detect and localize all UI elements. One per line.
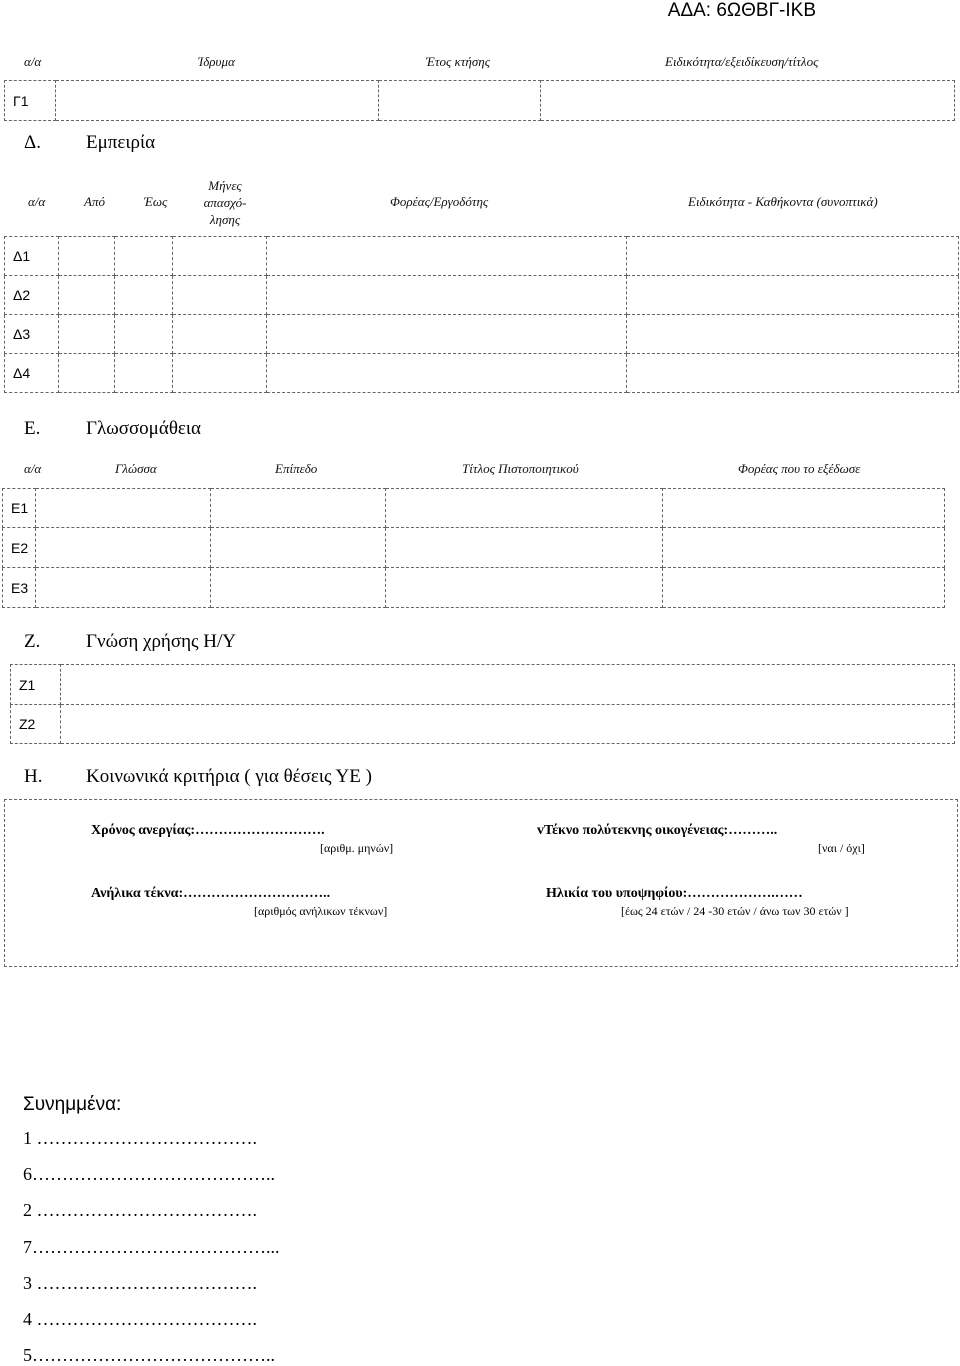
d-cell-employer[interactable] (267, 354, 627, 393)
d-header-aa: α/α (28, 194, 46, 209)
d-table (4, 236, 959, 393)
e-row-label: Ε2 (3, 528, 36, 568)
section-z-title: Γνώση χρήσης Η/Υ (86, 631, 237, 652)
g-cell-year[interactable] (379, 81, 541, 121)
attachment-line[interactable]: 4 ………………………………. (23, 1309, 257, 1329)
g-table (4, 80, 955, 121)
d-cell-employer[interactable] (267, 237, 627, 276)
e-cell-level[interactable] (211, 489, 386, 528)
attachment-line[interactable]: 5………………………………….. (23, 1345, 275, 1365)
large-family-label: vΤέκνο πολύτεκνης οικογένειας:……….. (537, 823, 778, 838)
unemployment-hint: [αριθμ. μηνών] (320, 841, 394, 855)
d-cell-employer[interactable] (267, 276, 627, 315)
g-header-year: Έτος κτήσης (426, 54, 490, 69)
section-e-title: Γλωσσομάθεια (86, 418, 201, 439)
d-cell-to[interactable] (115, 315, 173, 354)
e-header-level: Επίπεδο (275, 461, 318, 476)
unemployment-label: Χρόνος ανεργίας:………………………. (91, 823, 325, 838)
age-label: Ηλικία του υποψηφίου:……………….…… (546, 886, 803, 901)
attachment-line[interactable]: 1 ………………………………. (23, 1128, 257, 1148)
e-cell-level[interactable] (211, 528, 386, 568)
z-table (10, 664, 955, 744)
d-cell-months[interactable] (173, 237, 267, 276)
minor-children-label: Ανήλικα τέκνα:………………………….. (91, 886, 331, 901)
e-cell-issuer[interactable] (663, 568, 945, 608)
z-row-label: Ζ2 (11, 705, 61, 744)
e-cell-certificate[interactable] (386, 568, 663, 608)
e-cell-language[interactable] (36, 528, 211, 568)
z-cell-skill[interactable] (61, 665, 955, 705)
e-row-label: Ε1 (3, 489, 36, 528)
e-header-aa: α/α (24, 461, 42, 476)
d-cell-to[interactable] (115, 276, 173, 315)
e-cell-level[interactable] (211, 568, 386, 608)
g-header-aa: α/α (24, 54, 42, 69)
d-header-from: Από (84, 194, 105, 209)
section-e-heading (24, 418, 201, 440)
large-family-hint: [ναι / όχι] (818, 841, 865, 855)
attachment-line[interactable]: 2 ………………………………. (23, 1200, 257, 1220)
section-h-heading (24, 766, 372, 788)
g-header-specialty: Ειδικότητα/εξειδίκευση/τίτλος (665, 54, 819, 69)
d-header-to: Έως (144, 194, 168, 209)
d-row-label: Δ1 (5, 237, 59, 276)
d-cell-from[interactable] (59, 315, 115, 354)
d-header-months-line3: λησης (209, 212, 241, 227)
d-cell-to[interactable] (115, 237, 173, 276)
attachment-line[interactable]: 7…………………………………... (23, 1237, 280, 1257)
ada-code: ΑΔΑ: 6ΩΘΒΓ-ΙΚΒ (667, 0, 816, 21)
g-row-label: Γ1 (5, 81, 56, 121)
g-cell-institution[interactable] (56, 81, 379, 121)
d-cell-duties[interactable] (627, 315, 959, 354)
d-cell-months[interactable] (173, 354, 267, 393)
d-header-employer: Φορέας/Εργοδότης (390, 194, 489, 209)
e-table (2, 488, 945, 608)
d-cell-duties[interactable] (627, 237, 959, 276)
d-header-months-line1: Μήνες (208, 178, 242, 193)
attachment-line[interactable]: 3 ………………………………. (23, 1273, 257, 1293)
z-row-label: Ζ1 (11, 665, 61, 705)
d-cell-duties[interactable] (627, 276, 959, 315)
d-header-months-line2: απασχό- (203, 195, 247, 210)
section-d-heading (24, 132, 155, 154)
d-cell-months[interactable] (173, 315, 267, 354)
d-cell-months[interactable] (173, 276, 267, 315)
d-cell-from[interactable] (59, 354, 115, 393)
d-header-months (200, 177, 250, 228)
d-cell-duties[interactable] (627, 354, 959, 393)
d-cell-from[interactable] (59, 237, 115, 276)
d-row-label: Δ3 (5, 315, 59, 354)
z-cell-skill[interactable] (61, 705, 955, 744)
d-cell-to[interactable] (115, 354, 173, 393)
e-cell-language[interactable] (36, 489, 211, 528)
d-header-duties: Ειδικότητα - Καθήκοντα (συνοπτικά) (688, 194, 878, 209)
e-cell-certificate[interactable] (386, 528, 663, 568)
section-z-letter: Ζ. (24, 631, 41, 652)
section-h-title: Κοινωνικά κριτήρια ( για θέσεις ΥΕ ) (86, 766, 372, 787)
age-hint: [έως 24 ετών / 24 -30 ετών / άνω των 30 ετών ] (621, 904, 849, 918)
d-row-label: Δ2 (5, 276, 59, 315)
section-d-title: Εμπειρία (86, 132, 156, 153)
attachment-line[interactable]: 6………………………………….. (23, 1164, 275, 1184)
section-e-letter: Ε. (24, 418, 41, 439)
g-cell-specialty[interactable] (541, 81, 955, 121)
minor-children-hint: [αριθμός ανήλικων τέκνων] (254, 904, 388, 918)
d-cell-from[interactable] (59, 276, 115, 315)
d-row-label: Δ4 (5, 354, 59, 393)
d-cell-employer[interactable] (267, 315, 627, 354)
g-header-institution: Ίδρυμα (198, 54, 235, 69)
section-d-letter: Δ. (24, 132, 41, 153)
e-header-issuer: Φορέας που το εξέδωσε (738, 461, 861, 476)
e-header-language: Γλώσσα (115, 461, 157, 476)
section-z-heading (24, 631, 236, 653)
e-row-label: Ε3 (3, 568, 36, 608)
e-cell-certificate[interactable] (386, 489, 663, 528)
e-cell-language[interactable] (36, 568, 211, 608)
e-header-certificate: Τίτλος Πιστοποιητικού (462, 461, 579, 476)
attachments-title: Συνημμένα: (23, 1094, 122, 1115)
section-h-letter: Η. (24, 766, 43, 787)
e-cell-issuer[interactable] (663, 489, 945, 528)
e-cell-issuer[interactable] (663, 528, 945, 568)
